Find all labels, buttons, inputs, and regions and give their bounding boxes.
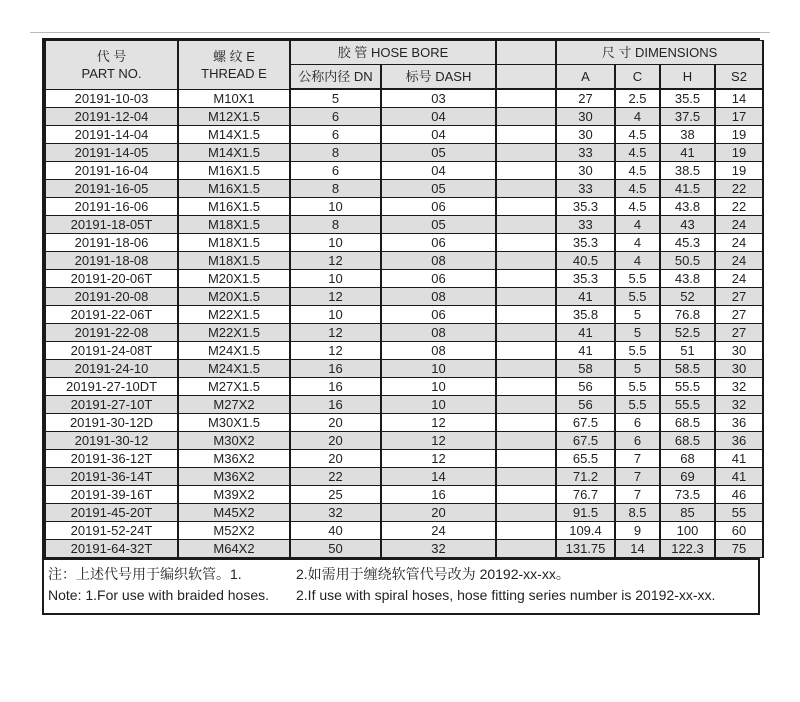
top-rule — [30, 32, 770, 33]
cell-dash: 04 — [381, 126, 496, 144]
cell-part-no: 20191-27-10DT — [45, 378, 178, 396]
header-spacer-top — [496, 41, 556, 65]
note-cn-2: 2.如需用于缠绕软管代号改为 20192-xx-xx。 — [296, 566, 570, 582]
cell-c: 6 — [615, 414, 660, 432]
cell-dn: 16 — [290, 378, 381, 396]
table-row — [45, 180, 763, 198]
cell-s2: 14 — [715, 89, 763, 108]
cell-dn: 12 — [290, 324, 381, 342]
cell-c: 5 — [615, 360, 660, 378]
cell-thread: M12X1.5 — [178, 108, 290, 126]
cell-c: 4.5 — [615, 198, 660, 216]
table-row — [45, 270, 763, 288]
cell-spacer — [496, 252, 556, 270]
cell-dn: 12 — [290, 288, 381, 306]
cell-s2: 24 — [715, 216, 763, 234]
cell-dash: 06 — [381, 198, 496, 216]
cell-s2: 24 — [715, 234, 763, 252]
cell-h: 35.5 — [660, 89, 715, 108]
note-en-2: 2.If use with spiral hoses, hose fitting series number is 20192-xx-xx. — [296, 587, 716, 603]
table-row — [45, 144, 763, 162]
cell-c: 14 — [615, 540, 660, 558]
cell-part-no: 20191-24-10 — [45, 360, 178, 378]
cell-spacer — [496, 414, 556, 432]
cell-dash: 32 — [381, 540, 496, 558]
header-dash: 标号 DASH — [381, 65, 496, 90]
cell-dn: 6 — [290, 126, 381, 144]
cell-part-no: 20191-30-12 — [45, 432, 178, 450]
cell-thread: M45X2 — [178, 504, 290, 522]
cell-c: 9 — [615, 522, 660, 540]
cell-a: 30 — [556, 162, 615, 180]
cell-s2: 30 — [715, 342, 763, 360]
cell-dash: 12 — [381, 432, 496, 450]
cell-h: 50.5 — [660, 252, 715, 270]
cell-a: 56 — [556, 396, 615, 414]
cell-dn: 5 — [290, 89, 381, 108]
cell-spacer — [496, 162, 556, 180]
cell-a: 91.5 — [556, 504, 615, 522]
header-dim-a: A — [556, 65, 615, 90]
spec-table — [44, 40, 764, 558]
cell-part-no: 20191-30-12D — [45, 414, 178, 432]
spec-sheet-frame — [42, 38, 760, 615]
cell-h: 38 — [660, 126, 715, 144]
cell-c: 7 — [615, 450, 660, 468]
cell-spacer — [496, 89, 556, 108]
cell-dash: 06 — [381, 234, 496, 252]
cell-s2: 30 — [715, 360, 763, 378]
cell-thread: M18X1.5 — [178, 216, 290, 234]
table-row — [45, 468, 763, 486]
cell-part-no: 20191-12-04 — [45, 108, 178, 126]
cell-dn: 12 — [290, 342, 381, 360]
cell-dash: 04 — [381, 162, 496, 180]
note-cn-1: 注：上述代号用于编织软管。1. — [48, 566, 242, 582]
cell-thread: M27X1.5 — [178, 378, 290, 396]
cell-dn: 20 — [290, 432, 381, 450]
cell-h: 38.5 — [660, 162, 715, 180]
table-row — [45, 234, 763, 252]
cell-dash: 08 — [381, 342, 496, 360]
cell-a: 65.5 — [556, 450, 615, 468]
cell-a: 67.5 — [556, 414, 615, 432]
header-thread-cn: 螺 纹 E — [213, 48, 255, 64]
note-line-cn — [48, 564, 756, 585]
cell-c: 5.5 — [615, 288, 660, 306]
cell-h: 45.3 — [660, 234, 715, 252]
cell-a: 41 — [556, 288, 615, 306]
cell-h: 68.5 — [660, 432, 715, 450]
cell-h: 55.5 — [660, 378, 715, 396]
cell-a: 33 — [556, 144, 615, 162]
cell-s2: 36 — [715, 432, 763, 450]
cell-spacer — [496, 270, 556, 288]
cell-h: 43 — [660, 216, 715, 234]
cell-dn: 10 — [290, 270, 381, 288]
table-row — [45, 540, 763, 558]
cell-dn: 6 — [290, 108, 381, 126]
table-row — [45, 126, 763, 144]
cell-s2: 36 — [715, 414, 763, 432]
table-row — [45, 504, 763, 522]
cell-dn: 8 — [290, 180, 381, 198]
cell-dn: 16 — [290, 360, 381, 378]
cell-dash: 08 — [381, 252, 496, 270]
cell-s2: 55 — [715, 504, 763, 522]
table-row — [45, 306, 763, 324]
cell-a: 131.75 — [556, 540, 615, 558]
cell-dash: 24 — [381, 522, 496, 540]
cell-dash: 12 — [381, 450, 496, 468]
cell-s2: 27 — [715, 324, 763, 342]
cell-thread: M64X2 — [178, 540, 290, 558]
cell-h: 69 — [660, 468, 715, 486]
cell-part-no: 20191-18-05T — [45, 216, 178, 234]
cell-thread: M22X1.5 — [178, 306, 290, 324]
cell-s2: 24 — [715, 252, 763, 270]
cell-spacer — [496, 468, 556, 486]
header-dim-c: C — [615, 65, 660, 90]
cell-h: 68.5 — [660, 414, 715, 432]
cell-a: 109.4 — [556, 522, 615, 540]
cell-s2: 19 — [715, 144, 763, 162]
table-row — [45, 522, 763, 540]
cell-a: 35.3 — [556, 234, 615, 252]
cell-h: 41.5 — [660, 180, 715, 198]
cell-spacer — [496, 450, 556, 468]
cell-s2: 22 — [715, 198, 763, 216]
cell-part-no: 20191-36-12T — [45, 450, 178, 468]
cell-dash: 03 — [381, 89, 496, 108]
cell-a: 41 — [556, 324, 615, 342]
cell-a: 33 — [556, 180, 615, 198]
cell-dn: 8 — [290, 216, 381, 234]
cell-c: 7 — [615, 468, 660, 486]
cell-spacer — [496, 144, 556, 162]
cell-part-no: 20191-16-05 — [45, 180, 178, 198]
cell-a: 30 — [556, 126, 615, 144]
cell-spacer — [496, 378, 556, 396]
cell-thread: M18X1.5 — [178, 252, 290, 270]
cell-dash: 08 — [381, 288, 496, 306]
cell-part-no: 20191-36-14T — [45, 468, 178, 486]
cell-s2: 32 — [715, 378, 763, 396]
table-row — [45, 432, 763, 450]
header-dim-s2: S2 — [715, 65, 763, 90]
table-row — [45, 342, 763, 360]
header-dim-h: H — [660, 65, 715, 90]
cell-thread: M30X1.5 — [178, 414, 290, 432]
cell-spacer — [496, 216, 556, 234]
cell-thread: M39X2 — [178, 486, 290, 504]
cell-a: 67.5 — [556, 432, 615, 450]
cell-c: 8.5 — [615, 504, 660, 522]
cell-spacer — [496, 360, 556, 378]
cell-h: 51 — [660, 342, 715, 360]
cell-c: 6 — [615, 432, 660, 450]
cell-thread: M20X1.5 — [178, 270, 290, 288]
cell-s2: 75 — [715, 540, 763, 558]
cell-dn: 20 — [290, 414, 381, 432]
cell-dn: 12 — [290, 252, 381, 270]
cell-thread: M24X1.5 — [178, 360, 290, 378]
cell-spacer — [496, 486, 556, 504]
header-spacer-bottom — [496, 65, 556, 90]
cell-dn: 50 — [290, 540, 381, 558]
cell-thread: M30X2 — [178, 432, 290, 450]
cell-thread: M16X1.5 — [178, 162, 290, 180]
cell-s2: 41 — [715, 450, 763, 468]
cell-dash: 06 — [381, 306, 496, 324]
cell-dash: 10 — [381, 378, 496, 396]
cell-dash: 04 — [381, 108, 496, 126]
cell-dash: 14 — [381, 468, 496, 486]
cell-a: 71.2 — [556, 468, 615, 486]
cell-thread: M36X2 — [178, 468, 290, 486]
cell-dash: 06 — [381, 270, 496, 288]
cell-thread: M24X1.5 — [178, 342, 290, 360]
cell-spacer — [496, 504, 556, 522]
header-part-no-cn: 代 号 — [96, 48, 127, 64]
cell-h: 100 — [660, 522, 715, 540]
header-group-row — [45, 41, 763, 65]
cell-thread: M36X2 — [178, 450, 290, 468]
cell-thread: M16X1.5 — [178, 180, 290, 198]
cell-a: 35.3 — [556, 198, 615, 216]
cell-s2: 19 — [715, 126, 763, 144]
cell-c: 5.5 — [615, 342, 660, 360]
cell-thread: M18X1.5 — [178, 234, 290, 252]
cell-dn: 8 — [290, 144, 381, 162]
cell-dn: 6 — [290, 162, 381, 180]
cell-dash: 05 — [381, 144, 496, 162]
table-row — [45, 108, 763, 126]
cell-c: 4.5 — [615, 180, 660, 198]
cell-part-no: 20191-39-16T — [45, 486, 178, 504]
cell-h: 52 — [660, 288, 715, 306]
spec-table-body — [45, 89, 763, 558]
cell-part-no: 20191-45-20T — [45, 504, 178, 522]
cell-thread: M14X1.5 — [178, 126, 290, 144]
cell-part-no: 20191-14-04 — [45, 126, 178, 144]
cell-dn: 10 — [290, 306, 381, 324]
cell-part-no: 20191-20-06T — [45, 270, 178, 288]
cell-s2: 41 — [715, 468, 763, 486]
cell-part-no: 20191-20-08 — [45, 288, 178, 306]
header-thread — [178, 41, 290, 90]
cell-spacer — [496, 432, 556, 450]
cell-a: 33 — [556, 216, 615, 234]
cell-a: 41 — [556, 342, 615, 360]
table-row — [45, 288, 763, 306]
table-row — [45, 414, 763, 432]
cell-spacer — [496, 342, 556, 360]
cell-part-no: 20191-18-08 — [45, 252, 178, 270]
cell-c: 4 — [615, 216, 660, 234]
table-row — [45, 324, 763, 342]
cell-spacer — [496, 288, 556, 306]
cell-c: 5 — [615, 306, 660, 324]
cell-h: 85 — [660, 504, 715, 522]
header-part-no-en: PART NO. — [81, 65, 142, 81]
cell-c: 7 — [615, 486, 660, 504]
cell-a: 35.3 — [556, 270, 615, 288]
cell-h: 41 — [660, 144, 715, 162]
cell-thread: M22X1.5 — [178, 324, 290, 342]
cell-spacer — [496, 324, 556, 342]
cell-s2: 46 — [715, 486, 763, 504]
header-dn: 公称内径 DN — [290, 65, 381, 90]
cell-thread: M14X1.5 — [178, 144, 290, 162]
cell-spacer — [496, 198, 556, 216]
cell-spacer — [496, 540, 556, 558]
cell-h: 43.8 — [660, 270, 715, 288]
cell-a: 35.8 — [556, 306, 615, 324]
cell-a: 58 — [556, 360, 615, 378]
cell-part-no: 20191-22-06T — [45, 306, 178, 324]
cell-c: 5.5 — [615, 396, 660, 414]
cell-h: 37.5 — [660, 108, 715, 126]
cell-s2: 27 — [715, 306, 763, 324]
cell-dash: 08 — [381, 324, 496, 342]
cell-dn: 20 — [290, 450, 381, 468]
cell-dash: 05 — [381, 216, 496, 234]
cell-h: 58.5 — [660, 360, 715, 378]
header-hose-bore-group: 胶 管 HOSE BORE — [290, 41, 496, 65]
header-dimensions-group: 尺 寸 DIMENSIONS — [556, 41, 763, 65]
cell-s2: 19 — [715, 162, 763, 180]
cell-part-no: 20191-24-08T — [45, 342, 178, 360]
table-row — [45, 252, 763, 270]
cell-spacer — [496, 306, 556, 324]
cell-part-no: 20191-18-06 — [45, 234, 178, 252]
cell-dn: 10 — [290, 198, 381, 216]
cell-a: 30 — [556, 108, 615, 126]
cell-c: 4.5 — [615, 162, 660, 180]
cell-h: 73.5 — [660, 486, 715, 504]
cell-h: 122.3 — [660, 540, 715, 558]
table-row — [45, 162, 763, 180]
cell-c: 4.5 — [615, 144, 660, 162]
table-row — [45, 450, 763, 468]
cell-a: 76.7 — [556, 486, 615, 504]
note-line-en — [48, 585, 756, 606]
table-row — [45, 486, 763, 504]
cell-spacer — [496, 234, 556, 252]
cell-part-no: 20191-64-32T — [45, 540, 178, 558]
cell-dash: 10 — [381, 396, 496, 414]
cell-dash: 05 — [381, 180, 496, 198]
cell-part-no: 20191-14-05 — [45, 144, 178, 162]
cell-part-no: 20191-52-24T — [45, 522, 178, 540]
cell-dn: 22 — [290, 468, 381, 486]
cell-h: 68 — [660, 450, 715, 468]
cell-s2: 17 — [715, 108, 763, 126]
cell-s2: 60 — [715, 522, 763, 540]
cell-dn: 10 — [290, 234, 381, 252]
cell-part-no: 20191-16-04 — [45, 162, 178, 180]
cell-thread: M10X1 — [178, 89, 290, 108]
cell-s2: 24 — [715, 270, 763, 288]
header-thread-en: THREAD E — [201, 65, 267, 81]
cell-a: 27 — [556, 89, 615, 108]
cell-part-no: 20191-22-08 — [45, 324, 178, 342]
cell-dn: 40 — [290, 522, 381, 540]
cell-h: 43.8 — [660, 198, 715, 216]
table-row — [45, 216, 763, 234]
cell-h: 76.8 — [660, 306, 715, 324]
cell-spacer — [496, 180, 556, 198]
cell-c: 5.5 — [615, 270, 660, 288]
cell-thread: M52X2 — [178, 522, 290, 540]
table-row — [45, 396, 763, 414]
cell-thread: M16X1.5 — [178, 198, 290, 216]
cell-c: 4 — [615, 108, 660, 126]
cell-s2: 32 — [715, 396, 763, 414]
cell-s2: 22 — [715, 180, 763, 198]
cell-h: 55.5 — [660, 396, 715, 414]
cell-thread: M27X2 — [178, 396, 290, 414]
cell-dash: 12 — [381, 414, 496, 432]
header-part-no — [45, 41, 178, 90]
cell-spacer — [496, 396, 556, 414]
cell-a: 56 — [556, 378, 615, 396]
cell-c: 4 — [615, 252, 660, 270]
cell-thread: M20X1.5 — [178, 288, 290, 306]
note-en-1: Note: 1.For use with braided hoses. — [48, 587, 270, 603]
cell-dn: 16 — [290, 396, 381, 414]
cell-c: 2.5 — [615, 89, 660, 108]
cell-part-no: 20191-27-10T — [45, 396, 178, 414]
cell-dash: 10 — [381, 360, 496, 378]
table-row — [45, 89, 763, 108]
cell-dn: 25 — [290, 486, 381, 504]
cell-c: 5.5 — [615, 378, 660, 396]
cell-part-no: 20191-16-06 — [45, 198, 178, 216]
cell-c: 4 — [615, 234, 660, 252]
cell-a: 40.5 — [556, 252, 615, 270]
cell-s2: 27 — [715, 288, 763, 306]
notes-section — [44, 558, 758, 613]
cell-spacer — [496, 522, 556, 540]
table-row — [45, 360, 763, 378]
cell-spacer — [496, 108, 556, 126]
cell-part-no: 20191-10-03 — [45, 89, 178, 108]
cell-dash: 20 — [381, 504, 496, 522]
table-row — [45, 378, 763, 396]
cell-dn: 32 — [290, 504, 381, 522]
cell-dash: 16 — [381, 486, 496, 504]
cell-h: 52.5 — [660, 324, 715, 342]
cell-spacer — [496, 126, 556, 144]
table-row — [45, 198, 763, 216]
cell-c: 5 — [615, 324, 660, 342]
cell-c: 4.5 — [615, 126, 660, 144]
